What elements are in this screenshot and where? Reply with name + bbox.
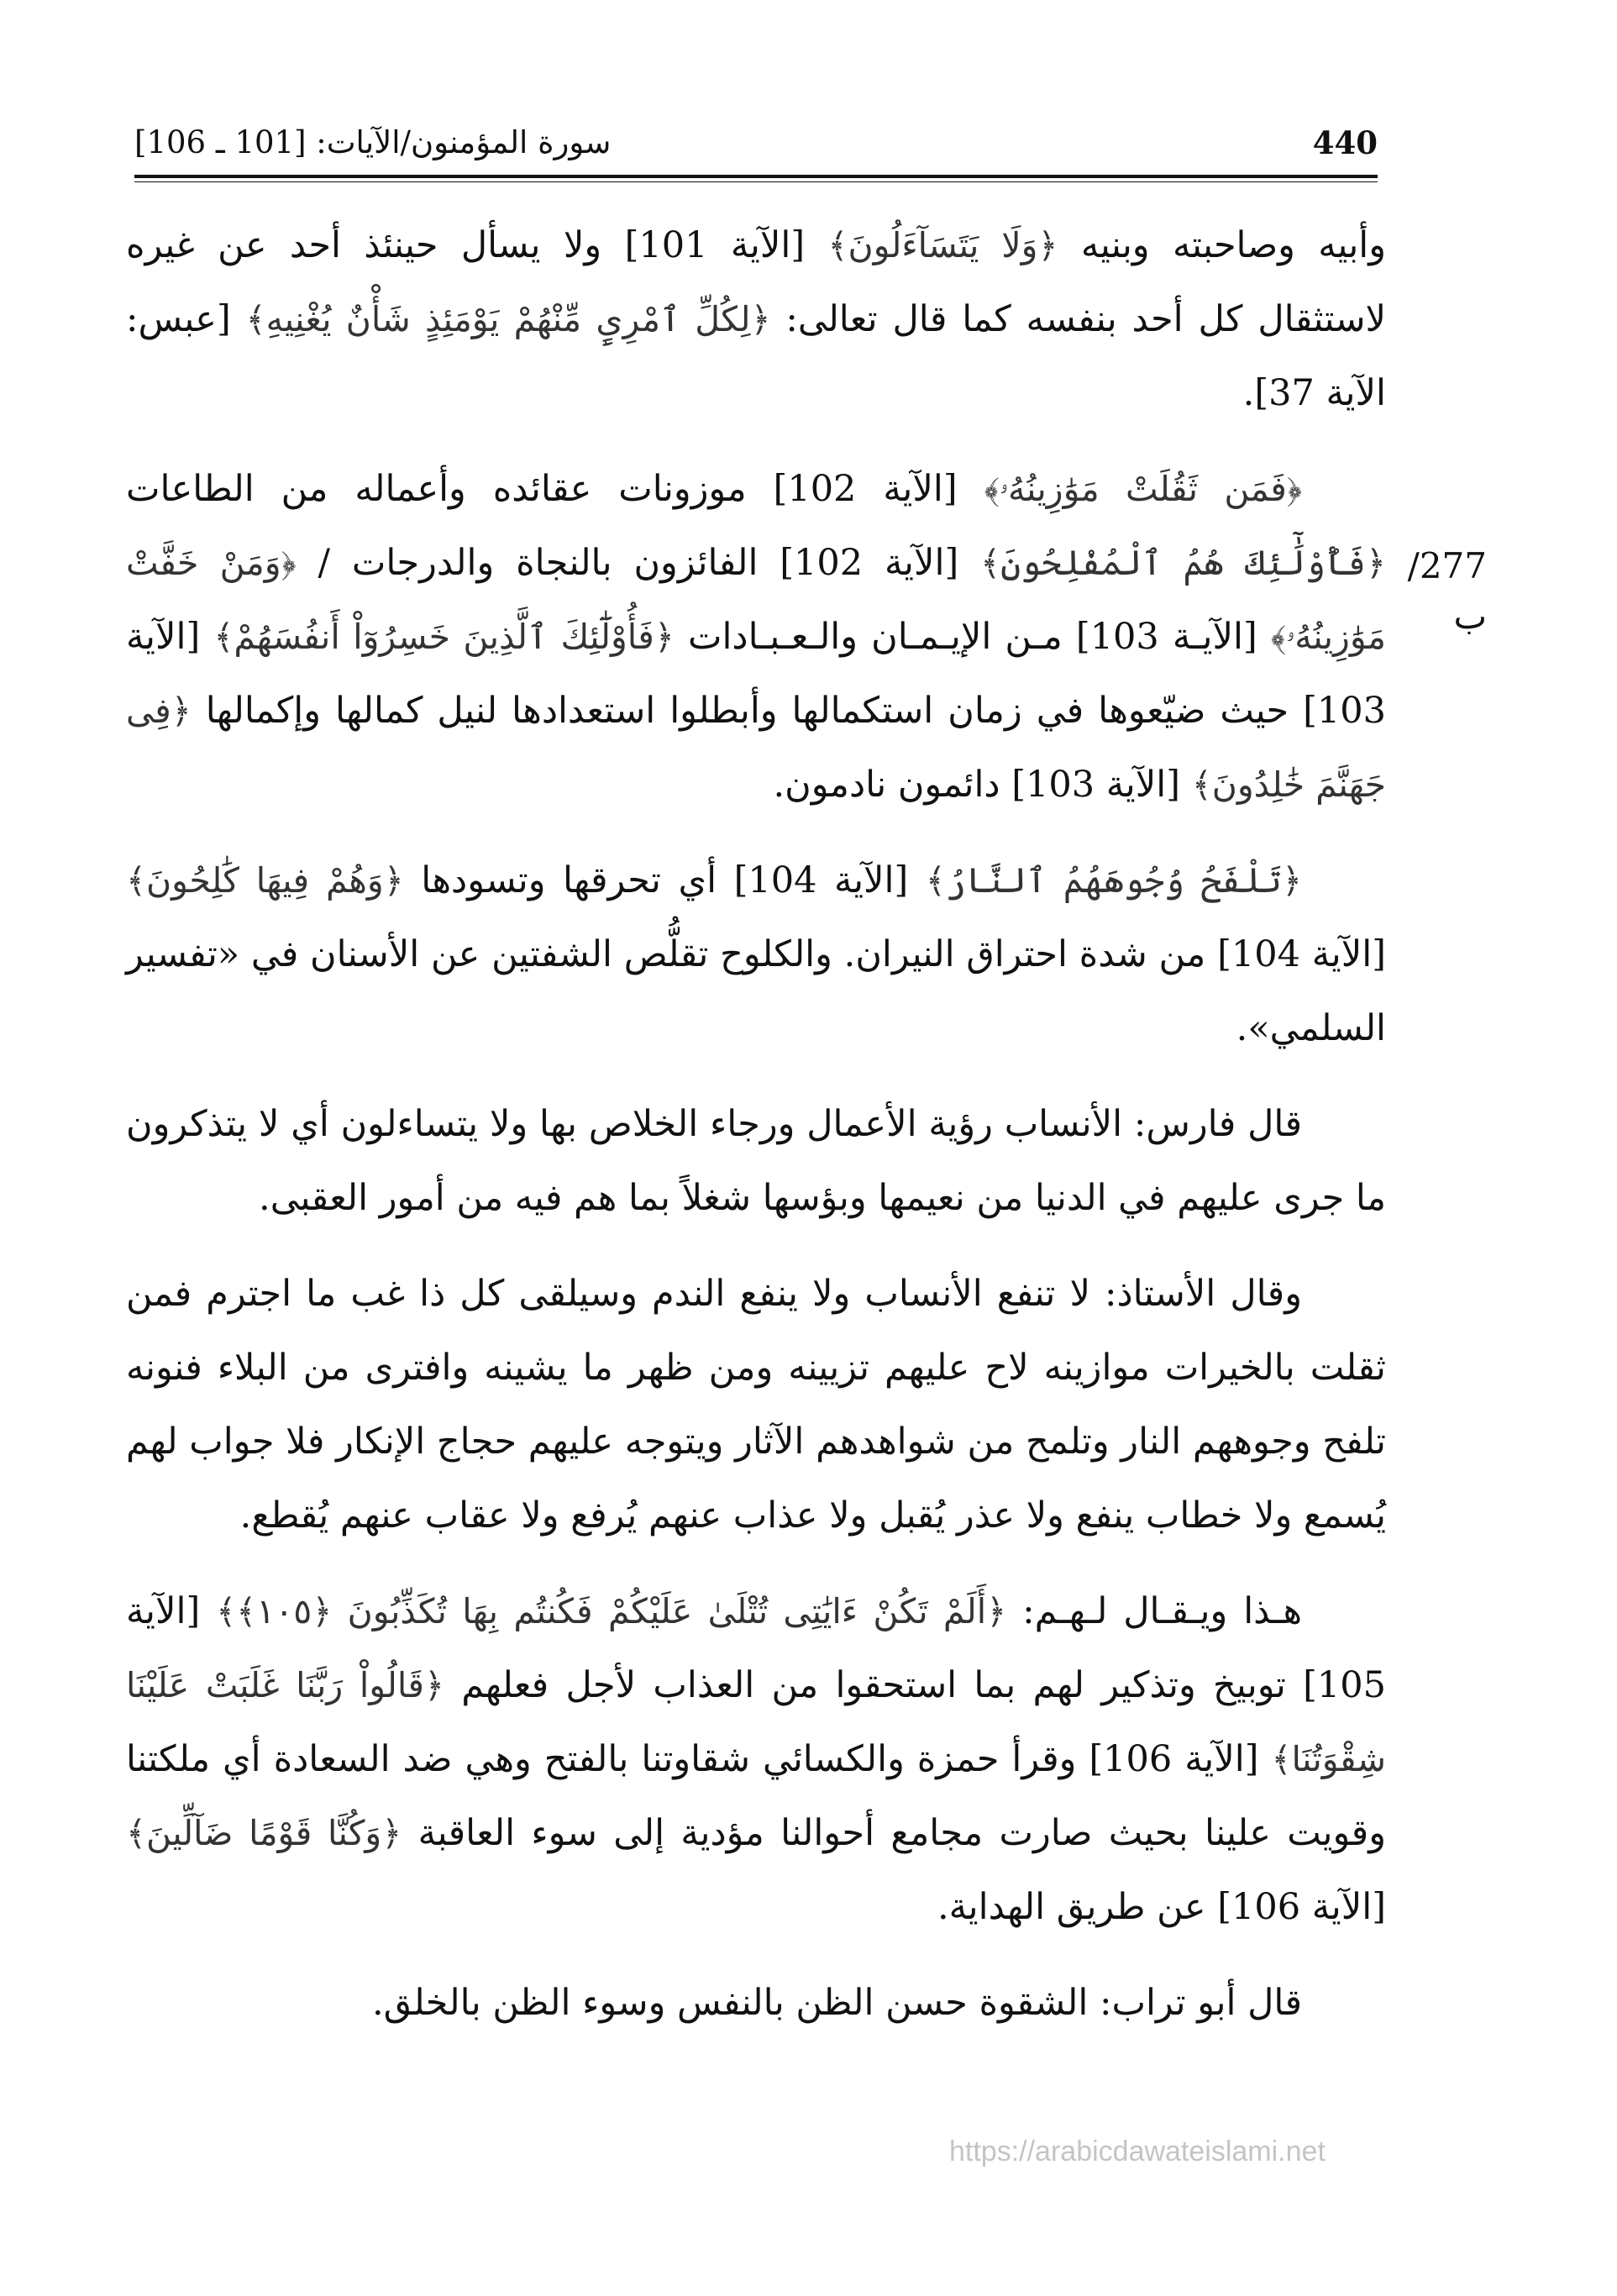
- body-text: [الآية 106] وقرأ حمزة والكسائي شقاوتنا بالفتح وهي ضد السعادة أي ملكتنا وقويت علينا بحيث صارت مجامع أحوالنا مؤدية إلى سوء العاقبة: [126, 1738, 1386, 1854]
- body-text: [عبس: الآية 37].: [126, 298, 1386, 414]
- quran-verse: ﴿تَلْفَحُ وُجُوهَهُمُ ٱلنَّارُ﴾: [925, 860, 1302, 901]
- manuscript-folio-marker: 277/ب: [1407, 545, 1487, 637]
- body-text: وقال الأستاذ: لا تنفع الأنساب ولا ينفع الندم وسيلقى كل ذا غب ما اجترم فمن ثقلت بالخيرات موازينه لاح عليهم تزيينه ومن ظهر ما يشينه وافترى من البلاء فنونه تلفح وجوههم النار وتلمح من شواهدهم الآثار ويتوجه عليهم حجاج الإنكار فلا جواب لهم يُسمع ولا خطاب ينفع ولا عذر يُقبل ولا عذاب عنهم يُرفع ولا عقاب عنهم يُقطع.: [126, 1273, 1386, 1537]
- quran-verse: ﴿وَمَنْ خَفَّتْ مَوَٰزِينُهُۥ﴾: [126, 543, 1386, 657]
- body-text: [الآية 105] توبيخ وتذكير لهم بما استحقوا من العذاب لأجل فعلهم: [126, 1590, 1386, 1706]
- paragraph: [126, 1087, 1386, 1235]
- quran-verse: ﴿فِى جَهَنَّمَ خَٰلِدُونَ﴾: [126, 691, 1386, 805]
- quran-verse: ﴿فَمَن ثَقُلَتْ مَوَٰزِينُهُۥ﴾: [984, 469, 1302, 509]
- surah-title: سورة المؤمنون/الآيات: [101 ـ 106]: [134, 124, 612, 160]
- header-rule-thick: [134, 175, 1378, 178]
- main-text: [126, 208, 1386, 2062]
- paragraph: [126, 843, 1386, 1065]
- body-text: [الآية 104] من شدة احتراق النيران. والكلوح تقلُّص الشفتين عن الأسنان في «تفسير السلمي».: [126, 933, 1386, 1049]
- page-header: [134, 118, 1378, 168]
- body-text: وأبيه وصاحبته وبنيه: [1058, 224, 1387, 266]
- body-text: [الآية 104] أي تحرقها وتسودها: [403, 859, 926, 901]
- quran-verse: ﴿فَأُوْلَٰٓئِكَ ٱلَّذِينَ خَسِرُوٓاْ أَنفُسَهُمْ﴾: [213, 617, 675, 657]
- paragraph: [126, 1574, 1386, 1944]
- quran-verse: ﴿قَالُواْ رَبَّنَا غَلَبَتْ عَلَيْنَا شِقْوَتُنَا﴾: [126, 1665, 1387, 1779]
- quran-verse: ﴿وَلَا يَتَسَآءَلُونَ﴾: [827, 225, 1058, 265]
- body-text: [الآية 103] حيث ضيّعوها في زمان استكمالها وأبطلوا استعدادها لنيل كمالها وإكمالها: [126, 616, 1386, 732]
- source-watermark: https://arabicdawateislami.net: [949, 2136, 1326, 2167]
- body-text: قال فارس: الأنساب رؤية الأعمال ورجاء الخلاص بها ولا يتساءلون أي لا يتذكرون ما جرى عليهم في الدنيا من نعيمها وبؤسها شغلاً بما هم فيه من أمور العقبى.: [126, 1103, 1386, 1219]
- body-text: [الآية 102] الفائزون بالنجاة والدرجات /: [296, 542, 981, 584]
- quran-verse: ﴿أَلَمْ تَكُنْ ءَايَٰتِى تُتْلَىٰ عَلَيْكُمْ فَكُنتُم بِهَا تُكَذِّبُونَ ﴿١٠٥﴾﴾: [216, 1591, 1007, 1631]
- body-text: [الآية 102] موزونات عقائده وأعماله من الطاعات: [126, 468, 984, 510]
- body-text: هـذا ويـقـال لـهـم:: [1006, 1590, 1303, 1632]
- body-text: [الآية 106] عن طريق الهداية.: [937, 1886, 1386, 1928]
- quran-verse: ﴿وَهُمْ فِيهَا كَٰلِحُونَ﴾: [126, 860, 404, 901]
- header-rule-thin: [134, 181, 1378, 182]
- quran-verse: ﴿وَكُنَّا قَوْمًا ضَآلِّينَ﴾: [126, 1813, 402, 1853]
- quran-verse: ﴿لِكُلِّ ٱمْرِىٍٕ مِّنْهُمْ يَوْمَئِذٍ شَأْنٌ يُغْنِيهِ﴾: [245, 299, 771, 339]
- paragraph: [126, 1257, 1386, 1553]
- body-text: قال أبو تراب: الشقوة حسن الظن بالنفس وسوء الظن بالخلق.: [372, 1982, 1302, 2024]
- paragraph: [126, 1966, 1386, 2040]
- page-number: 440: [1312, 124, 1378, 161]
- quran-verse: ﴿فَأُوْلَٰٓئِكَ هُمُ ٱلْمُفْلِحُونَ﴾: [980, 543, 1386, 583]
- body-text: [الآيـة 103] مـن الإيـمـان والـعـبـادات: [674, 616, 1271, 658]
- paragraph: [126, 452, 1386, 822]
- body-text: [الآية 101] ولا يسأل حينئذ أحد عن غيره لاستثقال كل أحد بنفسه كما قال تعالى:: [126, 224, 1386, 340]
- body-text: [الآية 103] دائمون نادمون.: [773, 764, 1192, 806]
- paragraph: [126, 208, 1386, 430]
